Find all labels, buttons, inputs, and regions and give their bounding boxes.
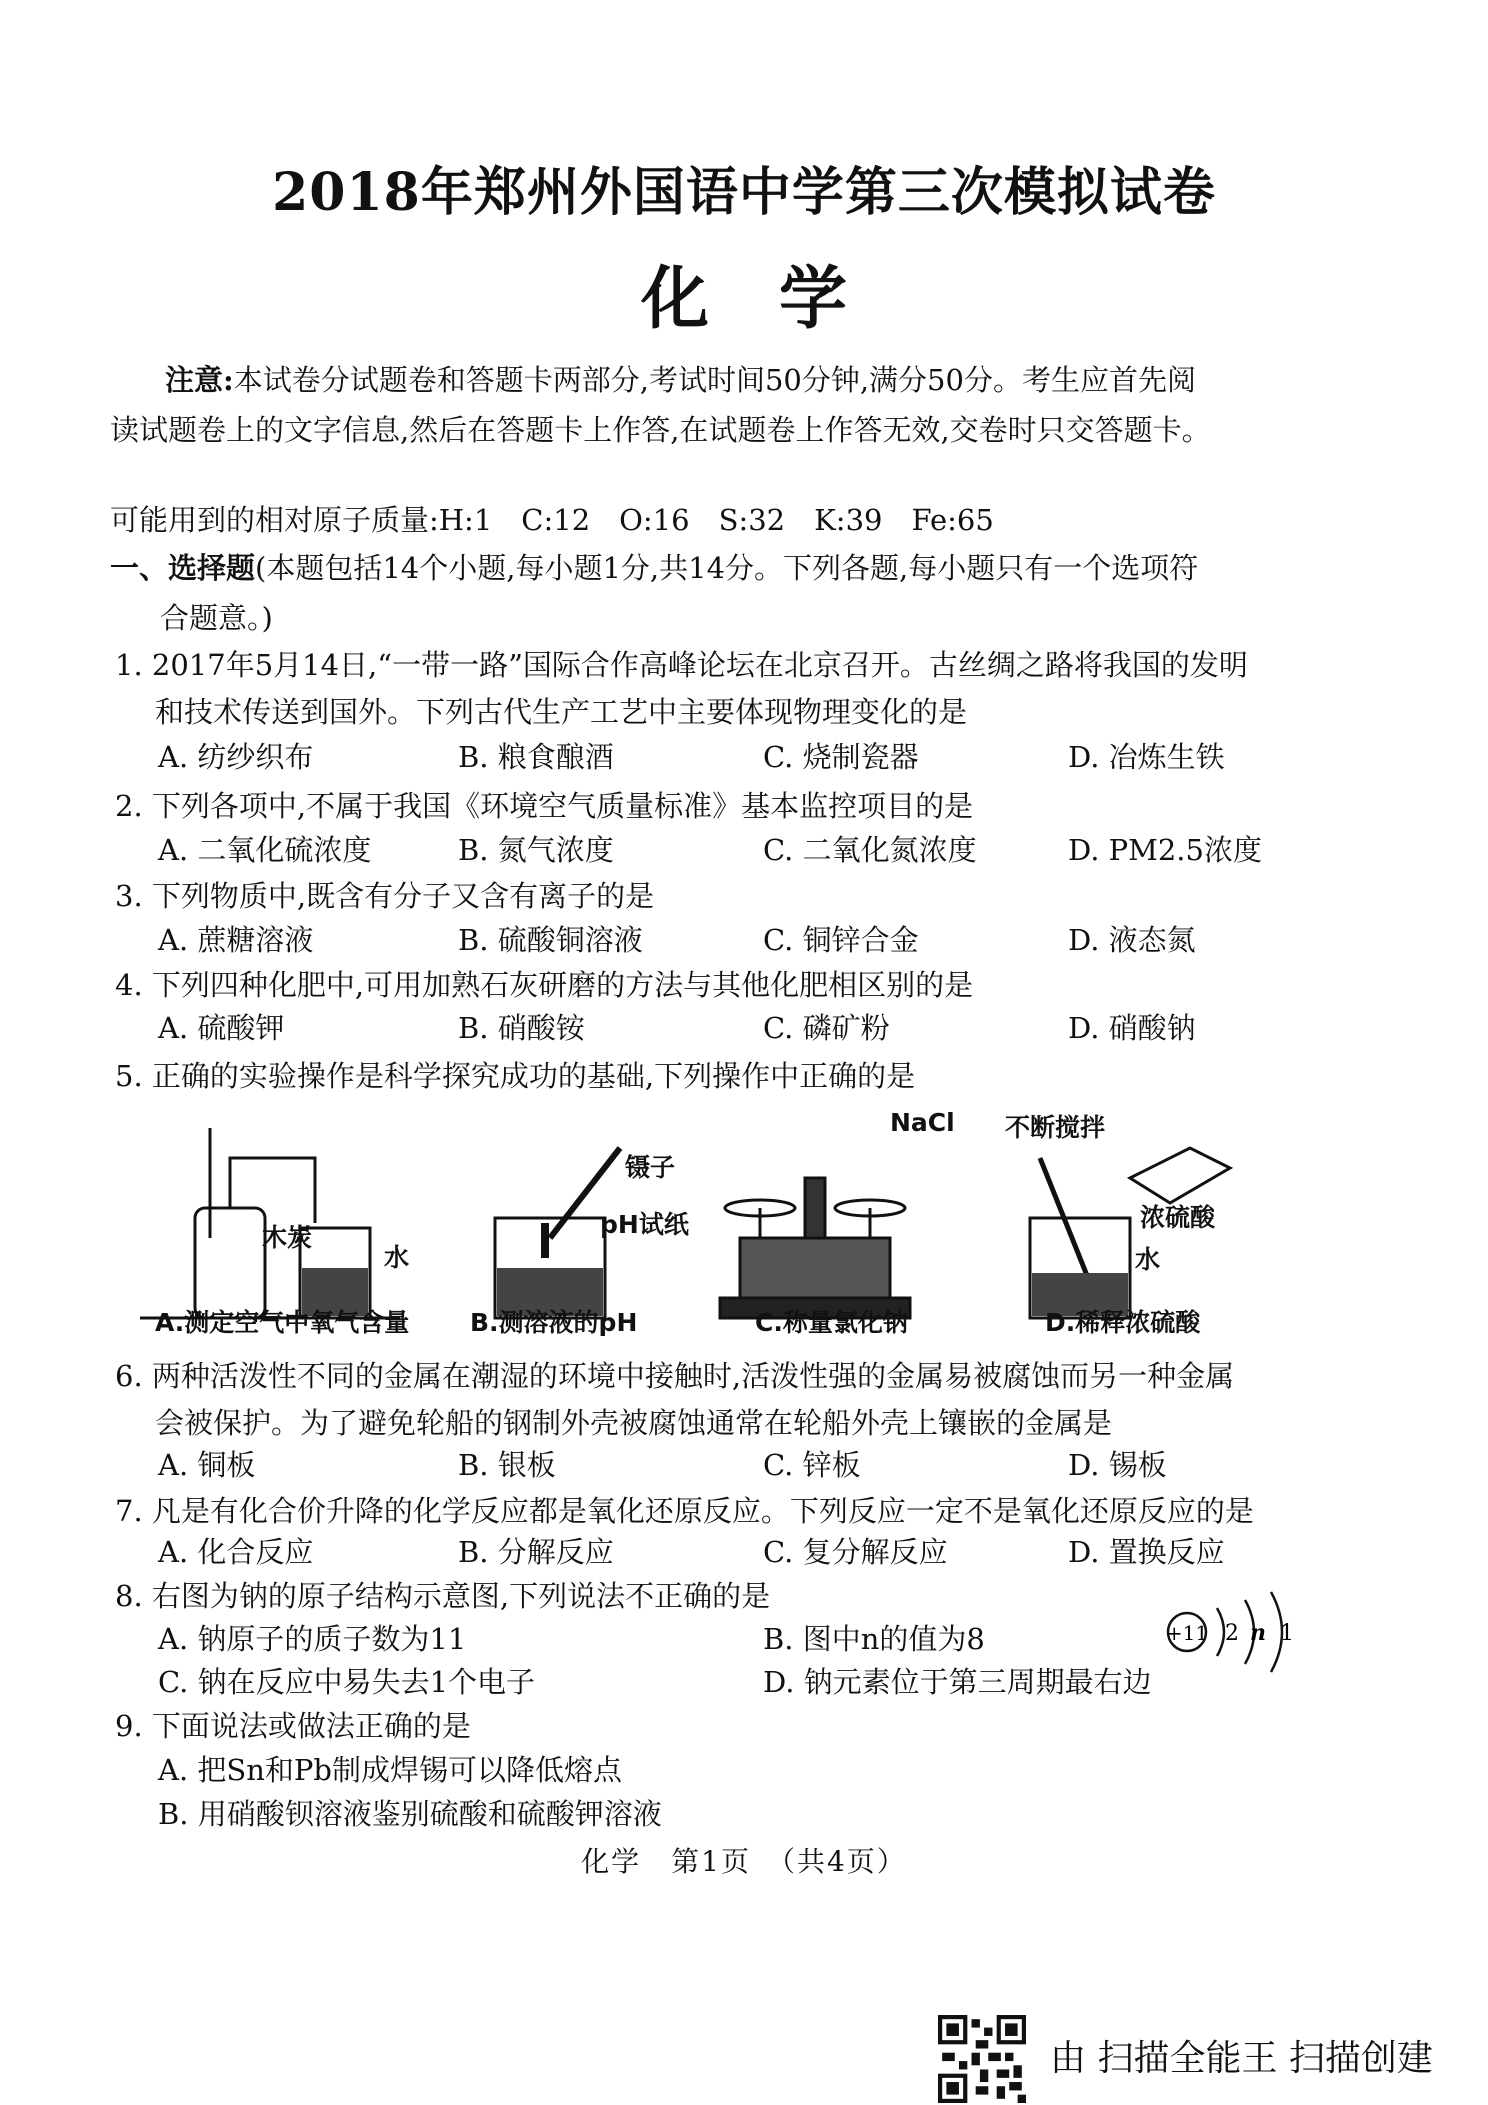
option-d: D. 硝酸钠 [1068,1011,1196,1045]
question-stem: 会被保护。为了避免轮船的钢制外壳被腐蚀通常在轮船外壳上镶嵌的金属是 [155,1406,1113,1440]
subject-title: 化学 [640,259,917,339]
notice-line1: 本试卷分试题卷和答题卡两部分,考试时间50分钟,满分50分。考生应首先阅 [233,363,1196,397]
question-9-option-a-row [158,1748,1358,1788]
question-1-options [158,735,1358,775]
option-b: B. 氮气浓度 [458,833,614,867]
option-d: D. 冶炼生铁 [1068,740,1225,774]
sodium-atom-diagram [1165,1570,1305,1690]
option-d: D. 液态氮 [1068,923,1196,957]
option-b: B. 分解反应 [458,1535,614,1569]
balance-icon [740,1238,890,1298]
figure-caption-c: C.称量氯化钠 [755,1308,908,1337]
option-d: D. 锡板 [1068,1448,1167,1482]
question-2 [115,783,1345,830]
option-a: A. 钠原子的质子数为11 [158,1622,467,1656]
shell-3-count: 1 [1280,1621,1294,1646]
option-a: A. 化合反应 [158,1535,314,1569]
question-7-options [158,1530,1358,1570]
option-a: A. 蔗糖溶液 [158,923,314,957]
question-stem: 4. 下列四种化肥中,可用加熟石灰研磨的方法与其他化肥相区别的是 [115,968,974,1002]
figure-caption-b: B.测溶液的pH [470,1308,638,1337]
question-9 [115,1703,1345,1750]
option-a: A. 纺纱织布 [158,740,314,774]
question-stem: 8. 右图为钠的原子结构示意图,下列说法不正确的是 [115,1579,771,1613]
page-footer: 化学 第1页 （共4页） [581,1845,907,1878]
label-water-a: 水 [384,1243,410,1272]
bottle-icon [1130,1148,1230,1203]
question-3 [115,873,1345,920]
question-stem: 3. 下列物质中,既含有分子又含有离子的是 [115,879,655,913]
label-water-d: 水 [1135,1245,1161,1274]
option-c: C. 二氧化氮浓度 [763,833,977,867]
question-stem: 1. 2017年5月14日,“一带一路”国际合作高峰论坛在北京召开。古丝绸之路将我国的发明 [115,648,1248,682]
section-desc2: 合题意。) [160,601,273,635]
option-b: B. 用硝酸钡溶液鉴别硫酸和硫酸钾溶液 [158,1797,662,1831]
option-c: C. 烧制瓷器 [763,740,919,774]
shell-1-count: 2 [1225,1621,1239,1646]
option-b: B. 硝酸铵 [458,1011,585,1045]
question-stem: 5. 正确的实验操作是科学探究成功的基础,下列操作中正确的是 [115,1059,916,1093]
option-a: A. 硫酸钾 [158,1011,285,1045]
label-acid: 浓硫酸 [1140,1203,1216,1232]
question-stem: 9. 下面说法或做法正确的是 [115,1709,471,1743]
label-stir: 不断搅拌 [1005,1113,1106,1142]
atomic-masses: 可能用到的相对原子质量:H:1 C:12 O:16 S:32 K:39 Fe:65 [110,503,994,537]
question-6-options [158,1443,1358,1483]
option-a: A. 铜板 [158,1448,256,1482]
option-c: C. 复分解反应 [763,1535,948,1569]
question-stem: 2. 下列各项中,不属于我国《环境空气质量标准》基本监控项目的是 [115,789,974,823]
figure-caption-d: D.稀释浓硫酸 [1045,1308,1201,1337]
notice-line2: 读试题卷上的文字信息,然后在答题卡上作答,在试题卷上作答无效,交卷时只交答题卡。 [110,413,1211,447]
label-charcoal: 木炭 [262,1223,313,1252]
question-6 [115,1353,1345,1447]
exam-title: 2018年郑州外国语中学第三次模拟试卷 [272,162,1216,223]
figure-caption-a: A.测定空气中氧气含量 [155,1308,410,1337]
section-header [110,543,1330,643]
question-2-options [158,828,1358,868]
question-stem: 7. 凡是有化合价升降的化学反应都是氧化还原反应。下列反应一定不是氧化还原反应的是 [115,1494,1254,1528]
nucleus-label: +11 [1165,1621,1209,1645]
section-title: 一、选择题 [110,551,256,585]
question-stem: 6. 两种活泼性不同的金属在潮湿的环境中接触时,活泼性强的金属易被腐蚀而另一种金属 [115,1359,1235,1393]
option-b: B. 粮食酿酒 [458,740,614,774]
question-3-options [158,918,1358,958]
option-c: C. 铜锌合金 [763,923,919,957]
label-ph-paper: pH试纸 [600,1210,689,1239]
option-c: C. 锌板 [763,1448,861,1482]
question-4 [115,962,1345,1009]
option-d: D. 置换反应 [1068,1535,1225,1569]
question-stem: 和技术传送到国外。下列古代生产工艺中主要体现物理变化的是 [155,695,968,729]
flask-icon [195,1208,265,1318]
label-nacl: NaCl [890,1108,955,1137]
question-8 [115,1573,1345,1620]
notice-label: 注意: [165,363,234,397]
notice [110,355,1320,455]
question-5 [115,1053,1345,1100]
section-desc1: (本题包括14个小题,每小题1分,共14分。下列各题,每小题只有一个选项符 [255,551,1199,585]
option-b: B. 图中n的值为8 [763,1622,985,1656]
question-7 [115,1488,1345,1535]
scanner-watermark: 由 扫描全能王 扫描创建 [1050,2038,1433,2079]
shell-2-count: n [1250,1620,1266,1646]
qr-code-icon [938,2015,1026,2103]
option-a: A. 二氧化硫浓度 [158,833,372,867]
option-b: B. 银板 [458,1448,556,1482]
option-b: B. 硫酸铜溶液 [458,923,643,957]
question-9-option-b-row [158,1792,1358,1832]
option-c: C. 钠在反应中易失去1个电子 [158,1665,536,1699]
option-a: A. 把Sn和Pb制成焊锡可以降低熔点 [158,1753,623,1787]
question-4-options [158,1006,1358,1046]
question-1 [115,642,1345,736]
option-c: C. 磷矿粉 [763,1011,890,1045]
label-tweezers: 镊子 [625,1153,676,1182]
option-d: D. PM2.5浓度 [1068,833,1262,867]
option-d: D. 钠元素位于第三周期最右边 [763,1665,1152,1699]
